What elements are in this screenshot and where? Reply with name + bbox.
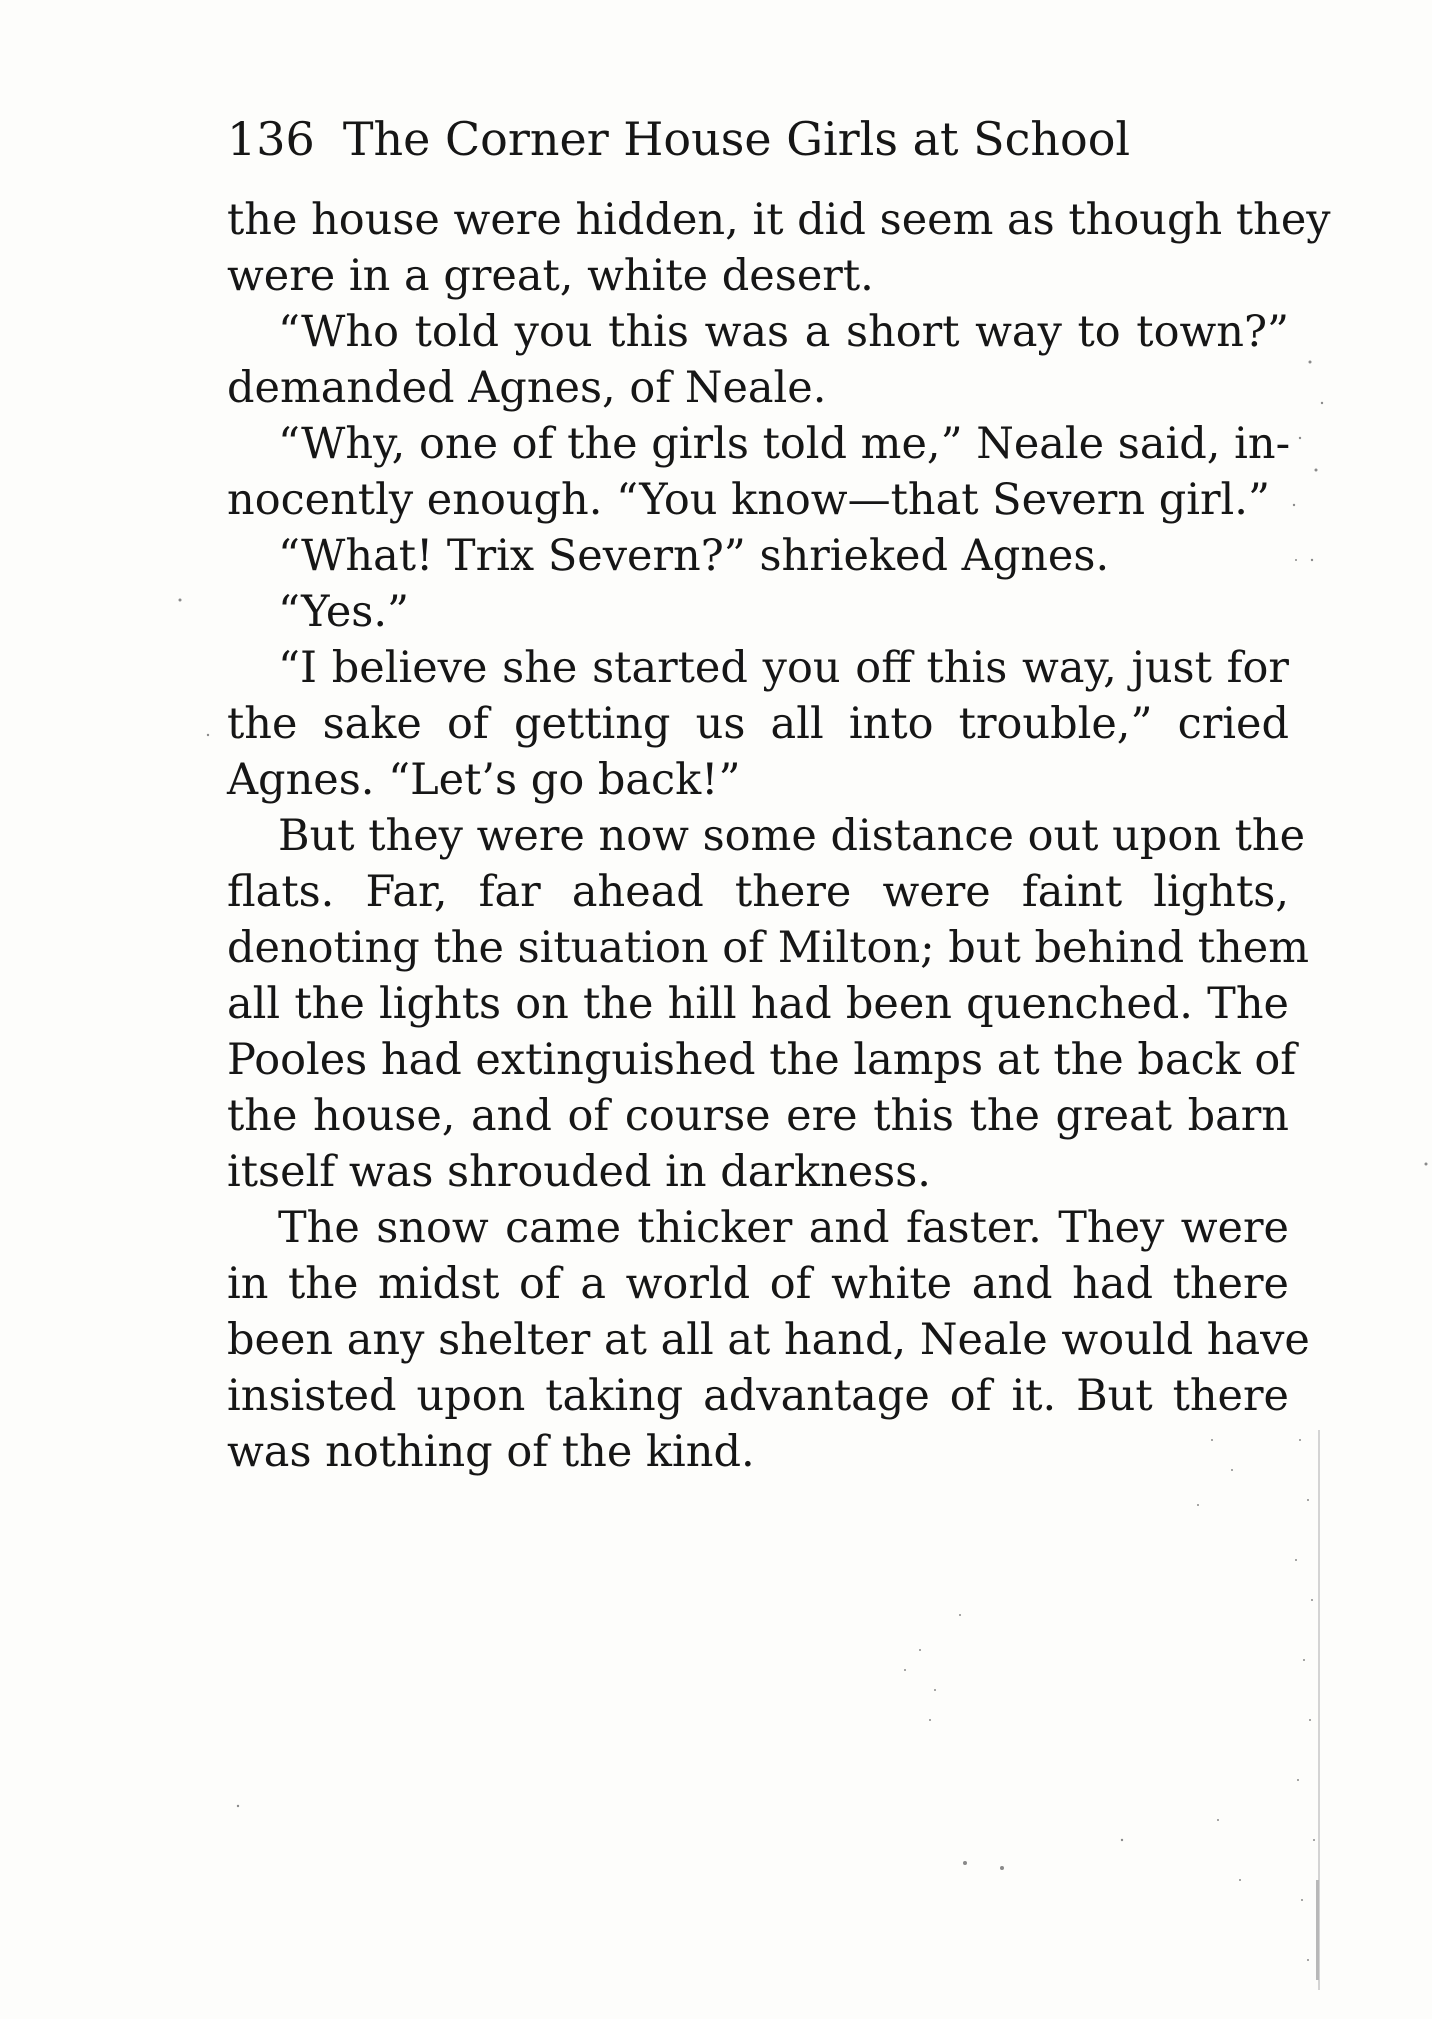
text-line: “Yes.” [278, 587, 409, 637]
text-line: the house, and of course ere this the great barn [227, 1091, 1289, 1141]
text-line: Agnes. “Let’s go back!” [227, 755, 741, 805]
text-line: nocently enough. “You know—that Severn girl.” [227, 475, 1270, 525]
text-line: been any shelter at all at hand, Neale would have [227, 1315, 1310, 1365]
text-line: itself was shrouded in darkness. [227, 1147, 931, 1197]
text-line: was nothing of the kind. [227, 1427, 755, 1477]
text-line: But they were now some distance out upon the [278, 811, 1306, 861]
text-line: the house were hidden, it did seem as though they [227, 195, 1331, 245]
text-line: Pooles had extinguished the lamps at the back of [227, 1035, 1297, 1085]
text-line: “What! Trix Severn?” shrieked Agnes. [278, 531, 1110, 581]
text-line: demanded Agnes, of Neale. [227, 363, 827, 413]
text-line: insisted upon taking advantage of it. But there [227, 1371, 1289, 1421]
text-line: flats. Far, far ahead there were faint lights, [227, 867, 1289, 917]
page-number: 136 [227, 112, 315, 166]
text-line: all the lights on the hill had been quenched. The [227, 979, 1289, 1029]
text-line: “Who told you this was a short way to town?” [278, 307, 1289, 357]
page-body [227, 192, 1331, 1480]
running-header [227, 104, 1187, 174]
book-title: The Corner House Girls at School [342, 112, 1131, 166]
text-line: “I believe she started you off this way, just for [278, 643, 1289, 693]
text-line: the sake of getting us all into trouble,” cried [227, 699, 1289, 749]
text-line: in the midst of a world of white and had there [227, 1259, 1289, 1309]
text-line: were in a great, white desert. [227, 251, 874, 301]
text-line: denoting the situation of Milton; but behind them [227, 923, 1309, 973]
text-line: The snow came thicker and faster. They were [278, 1203, 1289, 1253]
edge-shadow-specks [1316, 1430, 1320, 1990]
text-line: “Why, one of the girls told me,” Neale said, in- [278, 419, 1291, 469]
